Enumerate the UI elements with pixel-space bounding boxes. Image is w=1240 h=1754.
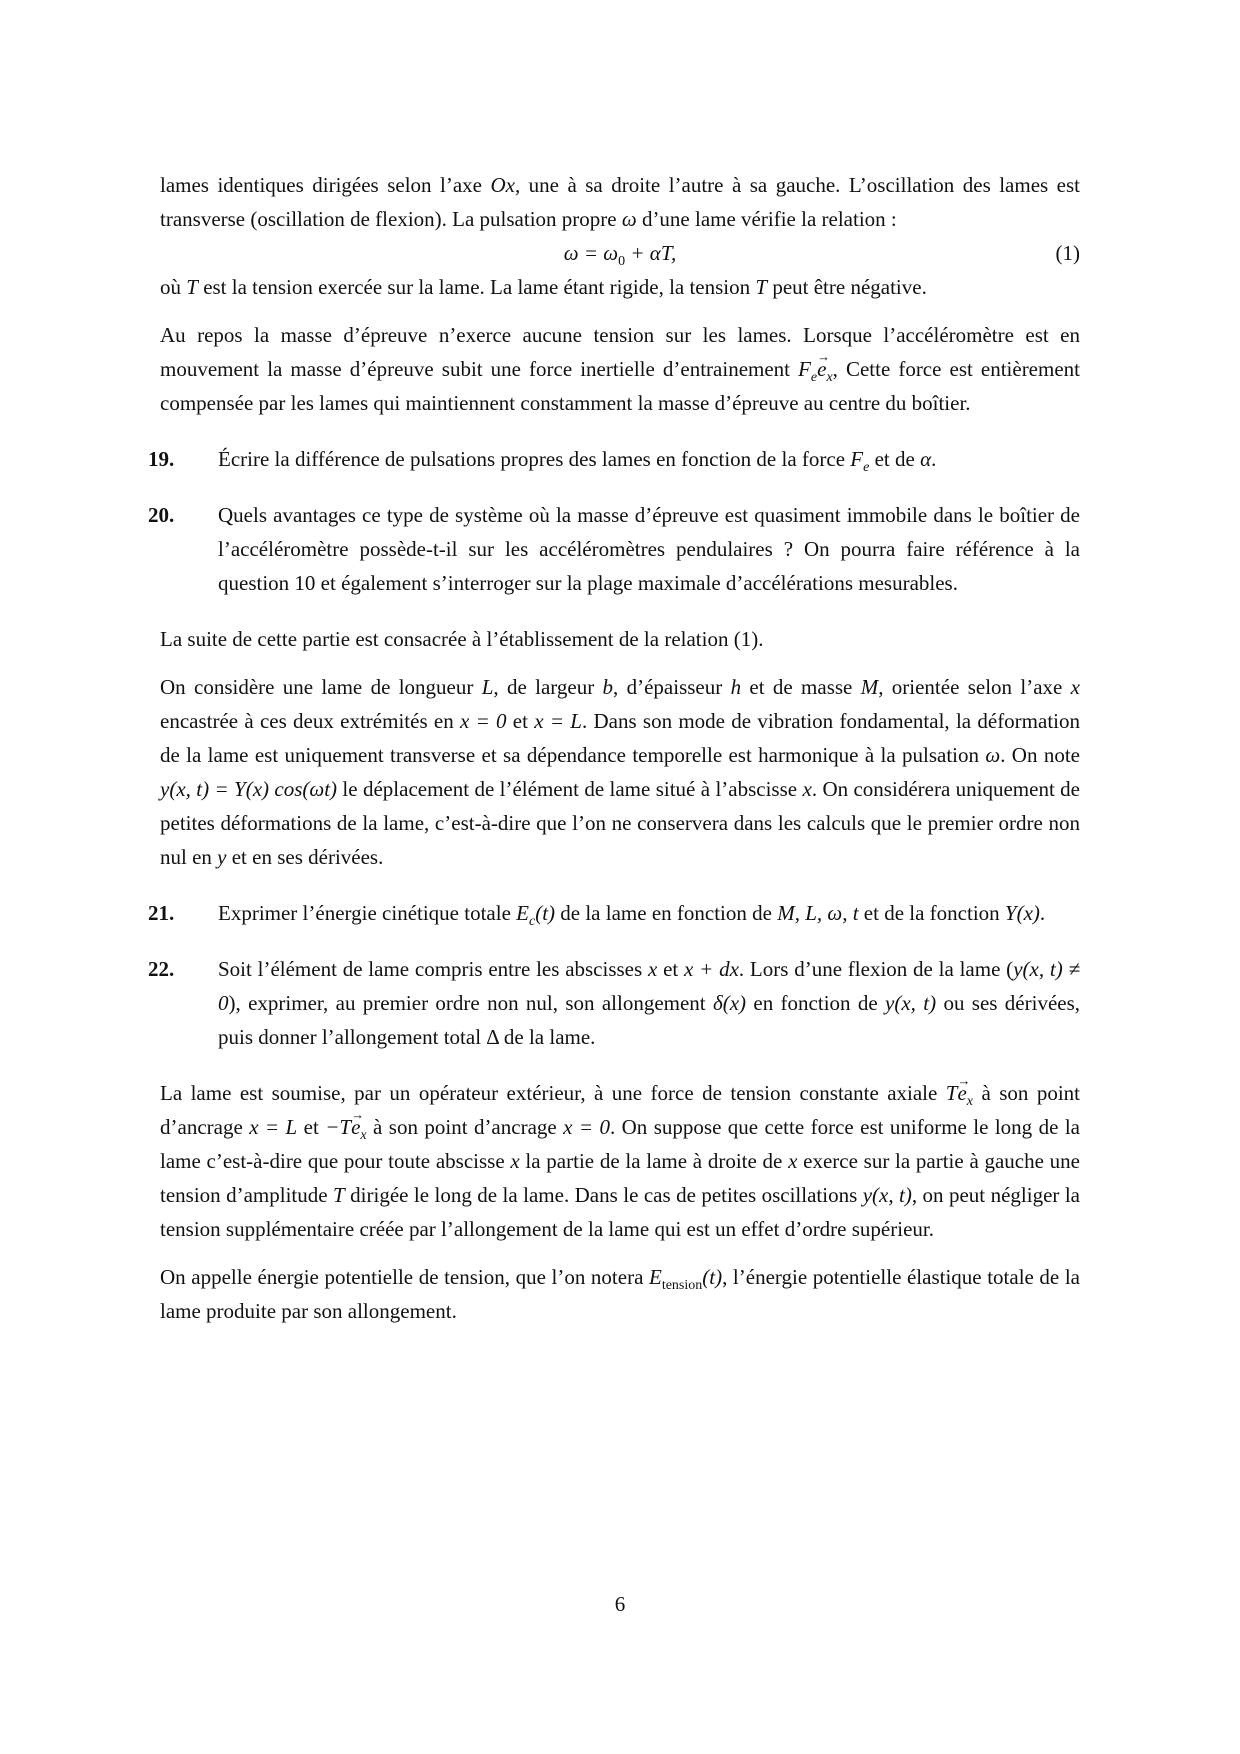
page-number: 6: [614, 1592, 626, 1616]
blade-paragraph: On considère une lame de longueur L, de largeur b, d’épaisseur h et de masse M, orientée selon l’axe x encastrée à ces deux extrémités en x = 0 et x = L. Dans son mode de vibration fondamental, la déformation de la lame est uniquement transverse et sa dépendance temporelle est harmonique à la pulsation ω. On note y(x, t) = Y(x) cos(ωt) le déplacement de l’élément de lame situé à l’abscisse x. On considérera uniquement de petites déformations de la lame, c’est-à-dire que l’on ne conservera dans les calculs que le premier ordre non nul en y et en ses dérivées.: [160, 675, 1080, 869]
potential-energy-paragraph: On appelle énergie potentielle de tension, que l’on notera $E_{tension}(t)$, l’énergie potentielle élastique totale de la lame produite par son allongement.: [160, 1265, 1080, 1323]
page-body: [148, 168, 1081, 1328]
question-number: 19.: [148, 447, 175, 471]
question-21: 21. Exprimer l’énergie cinétique totale $E_c(t)$ de la lame en fonction de M, L, ω, t et de la fonction Y(x).: [160, 896, 1080, 930]
question-19: 19. Écrire la différence de pulsations propres des lames en fonction de la force $F_e$ et de α.: [160, 442, 1080, 476]
question-22: 22. Soit l’élément de lame compris entre les abscisses x et x + dx. Lors d’une flexion de la lame (y(x, t) ≠ 0), exprimer, au premier ordre non nul, son allongement δ(x) en fonction de y(x, t) ou ses dérivées, puis donner l’allongement total Δ de la lame.: [160, 952, 1080, 1054]
tension-force-paragraph: La lame est soumise, par un opérateur extérieur, à une force de tension constante axiale $T\to e_x$ à son point d’ancrage x = L et $-T\to e_x$ à son point d’ancrage x = 0. On suppose que cette force est uniforme le long de la lame c’est-à-dire que pour toute abscisse x la partie de la lame à droite de x exerce sur la partie à gauche une tension d’amplitude T dirigée le long de la lame. Dans le cas de petites oscillations y(x, t), on peut négliger la tension supplémentaire créée par l’allongement de la lame qui est un effet d’ordre supérieur.: [160, 1076, 1080, 1246]
question-number: 22.: [148, 957, 175, 981]
section-intro: La suite de cette partie est consacrée à l’établissement de la relation (1).: [160, 627, 764, 651]
equation-1: $\omega = \omega_0 + \alpha T$, (1): [160, 236, 1080, 270]
intro-paragraph: lames identiques dirigées selon l’axe Ox, une à sa droite l’autre à sa gauche. L’oscillation des lames est transverse (oscillation de flexion). La pulsation propre ω d’une lame vérifie la relation :: [160, 173, 1081, 231]
rest-paragraph: Au repos la masse d’épreuve n’exerce aucune tension sur les lames. Lorsque l’accéléromètre est en mouvement la masse d’épreuve subit une force inertielle d’entrainement $F_e\to e_x$, Cette force est entièrement compensée par les lames qui maintiennent constamment la masse d’épreuve au centre du boîtier.: [160, 318, 1080, 420]
equation-number: (1): [1055, 241, 1080, 265]
question-20: 20. Quels avantages ce type de système où la masse d’épreuve est quasiment immobile dans le boîtier de l’accéléromètre possède-t-il sur les accéléromètres pendulaires ? On pourra faire référence à la question 10 et également s’interroger sur la plage maximale d’accélérations mesurables.: [160, 498, 1080, 600]
question-number: 21.: [148, 901, 175, 925]
tension-paragraph: où T est la tension exercée sur la lame. La lame étant rigide, la tension T peut être négative.: [160, 275, 927, 299]
question-number: 20.: [148, 503, 175, 527]
